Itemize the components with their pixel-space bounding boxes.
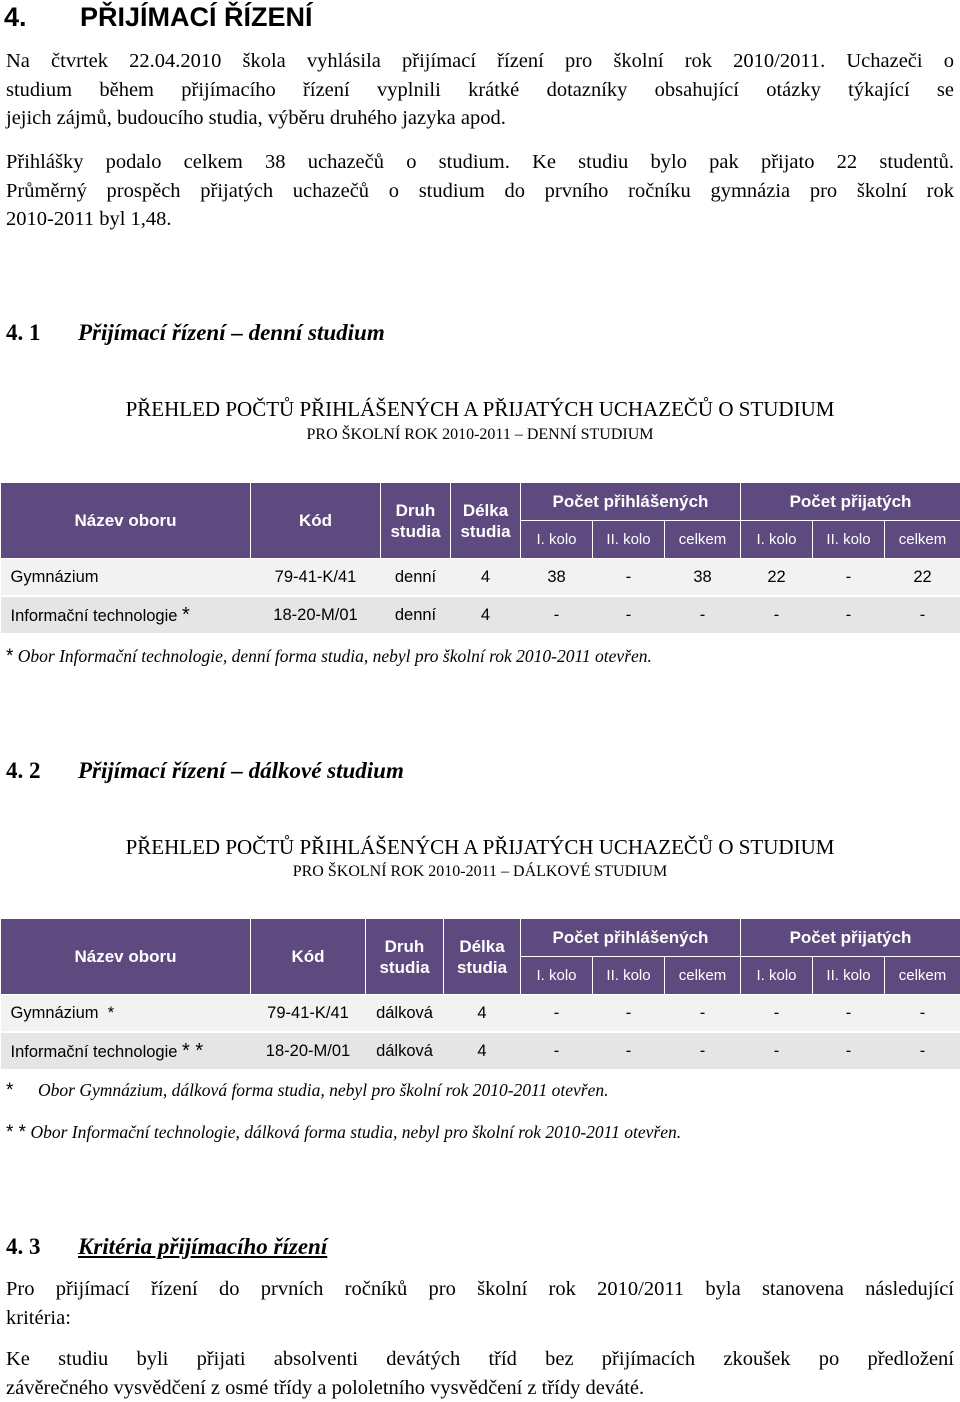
cell-value: -	[593, 559, 665, 597]
footnote-text: Obor Informační technologie, denní forma studia, nebyl pro školní rok 2010-2011 otevřen.	[13, 646, 652, 666]
subsection-title: Přijímací řízení – denní studium	[78, 320, 385, 345]
column-header-total: celkem	[885, 957, 960, 995]
intro-paragraph-2	[6, 148, 954, 234]
cell-value: -	[521, 1032, 593, 1070]
cell-name: Gymnázium *	[1, 995, 251, 1033]
text-line: Pro přijímací řízení do prvních ročníků pro školní rok 2010/2011 byla stanovena následující	[6, 1278, 954, 1300]
table-title: PŘEHLED POČTŮ PŘIHLÁŠENÝCH A PŘIJATÝCH UCHAZEČŮ O STUDIUM	[125, 835, 835, 859]
text-line: 2010-2011 byl 1,48.	[6, 208, 172, 230]
column-header-type: Druh studia	[366, 919, 444, 995]
table-row	[1, 995, 960, 1033]
column-header-type: Druh studia	[381, 483, 451, 559]
table-subtitle: PRO ŠKOLNÍ ROK 2010-2011 – DÁLKOVÉ STUDIUM	[292, 863, 668, 880]
cell-type: dálková	[366, 1032, 444, 1070]
text-line: Ke studiu byli přijati absolventi devátých tříd bez přijímacích zkoušek po předložení	[6, 1348, 954, 1370]
column-header-round2: II. kolo	[593, 957, 665, 995]
footnote	[6, 646, 652, 668]
cell-value: -	[885, 596, 960, 634]
subsection-number: 4. 3	[6, 1234, 41, 1259]
column-header-code: Kód	[251, 483, 381, 559]
section-number: 4.	[4, 2, 27, 32]
cell-length: 4	[451, 596, 521, 634]
table-row	[1, 596, 960, 634]
column-header-name: Název oboru	[1, 483, 251, 559]
column-header-round2: II. kolo	[593, 521, 665, 559]
cell-length: 4	[451, 559, 521, 597]
column-header-total: celkem	[665, 521, 741, 559]
cell-value: -	[665, 995, 741, 1033]
text-line: Přihlášky podalo celkem 38 uchazečů o studium. Ke studiu bylo pak přijato 22 studentů.	[6, 151, 954, 173]
cell-type: denní	[381, 559, 451, 597]
cell-value: 38	[521, 559, 593, 597]
cell-length: 4	[444, 995, 521, 1033]
column-header-total: celkem	[665, 957, 741, 995]
subsection-title: Kritéria přijímacího řízení	[78, 1234, 328, 1259]
cell-value: -	[813, 1032, 885, 1070]
cell-value: -	[521, 995, 593, 1033]
cell-value: -	[741, 1032, 813, 1070]
column-header-round2: II. kolo	[813, 957, 885, 995]
table-title: PŘEHLED POČTŮ PŘIHLÁŠENÝCH A PŘIJATÝCH UCHAZEČŮ O STUDIUM	[125, 397, 835, 421]
cell-code: 18-20-M/01	[251, 1032, 366, 1070]
footnote	[6, 1080, 608, 1102]
column-header-round1: I. kolo	[521, 957, 593, 995]
text-line: studium během přijímacího řízení vyplnili krátké dotazníky obsahující otázky týkající se	[6, 78, 954, 101]
text-line: kritéria:	[6, 1306, 71, 1329]
cell-value: -	[593, 995, 665, 1033]
column-header-round2: II. kolo	[813, 521, 885, 559]
column-header-accepted: Počet přijatých	[741, 483, 960, 521]
column-header-total: celkem	[885, 521, 960, 559]
cell-value: -	[885, 1032, 960, 1070]
cell-length: 4	[444, 1032, 521, 1070]
subsection-heading-4-2	[6, 758, 404, 784]
table-subtitle: PRO ŠKOLNÍ ROK 2010-2011 – DENNÍ STUDIUM	[306, 426, 654, 443]
cell-value: -	[521, 596, 593, 634]
criteria-paragraph-1	[6, 1275, 954, 1332]
cell-value: 38	[665, 559, 741, 597]
cell-value: -	[741, 596, 813, 634]
column-header-applied: Počet přihlášených	[521, 919, 741, 957]
section-heading	[4, 2, 313, 33]
cell-name: Informační technologie * *	[1, 1032, 251, 1070]
admissions-table-daily	[0, 482, 960, 635]
cell-name: Informační technologie *	[1, 596, 251, 634]
cell-value: 22	[885, 559, 960, 597]
subsection-heading-4-3	[6, 1234, 327, 1260]
cell-code: 79-41-K/41	[251, 559, 381, 597]
table-row	[1, 1032, 960, 1070]
cell-value: -	[813, 995, 885, 1033]
text-line: jejich zájmů, budoucího studia, výběru druhého jazyka apod.	[6, 107, 506, 129]
cell-value: -	[813, 559, 885, 597]
subsection-heading-4-1	[6, 320, 385, 346]
cell-code: 79-41-K/41	[251, 995, 366, 1033]
cell-value: -	[885, 995, 960, 1033]
column-header-accepted: Počet přijatých	[741, 919, 960, 957]
cell-value: -	[741, 995, 813, 1033]
column-header-length: Délka studia	[444, 919, 521, 995]
subsection-number: 4. 1	[6, 320, 41, 345]
cell-type: dálková	[366, 995, 444, 1033]
column-header-round1: I. kolo	[741, 957, 813, 995]
column-header-name: Název oboru	[1, 919, 251, 995]
footnote-marker: * *	[6, 1122, 27, 1143]
subsection-title: Přijímací řízení – dálkové studium	[78, 758, 404, 783]
text-line: Na čtvrtek 22.04.2010 škola vyhlásila přijímací řízení pro školní rok 2010/2011. Uchazeči o	[6, 50, 954, 72]
column-header-round1: I. kolo	[521, 521, 593, 559]
section-title: PŘIJÍMACÍ ŘÍZENÍ	[80, 2, 313, 32]
cell-value: -	[665, 1032, 741, 1070]
cell-value: -	[593, 1032, 665, 1070]
intro-paragraph-1	[6, 47, 954, 133]
cell-type: denní	[381, 596, 451, 634]
column-header-code: Kód	[251, 919, 366, 995]
column-header-length: Délka studia	[451, 483, 521, 559]
column-header-applied: Počet přihlášených	[521, 483, 741, 521]
criteria-paragraph-2	[6, 1345, 954, 1402]
text-line: Průměrný prospěch přijatých uchazečů o studium do prvního ročníku gymnázia pro školní rok	[6, 179, 954, 202]
cell-value: -	[813, 596, 885, 634]
footnote-marker: *	[6, 1080, 14, 1101]
subsection-number: 4. 2	[6, 758, 41, 783]
cell-value: -	[593, 596, 665, 634]
footnote	[6, 1122, 681, 1144]
cell-name: Gymnázium	[1, 559, 251, 597]
column-header-round1: I. kolo	[741, 521, 813, 559]
footnote-text: Obor Informační technologie, dálková forma studia, nebyl pro školní rok 2010-2011 otevřen.	[30, 1122, 682, 1142]
cell-value: 22	[741, 559, 813, 597]
text-line: závěrečného vysvědčení z osmé třídy a pololetního vysvědčení z třídy deváté.	[6, 1376, 645, 1399]
footnote-marker: *	[6, 646, 14, 667]
cell-code: 18-20-M/01	[251, 596, 381, 634]
cell-value: -	[665, 596, 741, 634]
footnote-text: Obor Gymnázium, dálková forma studia, nebyl pro školní rok 2010-2011 otevřen.	[38, 1080, 609, 1100]
admissions-table-distance	[0, 918, 960, 1071]
table-row	[1, 559, 960, 597]
